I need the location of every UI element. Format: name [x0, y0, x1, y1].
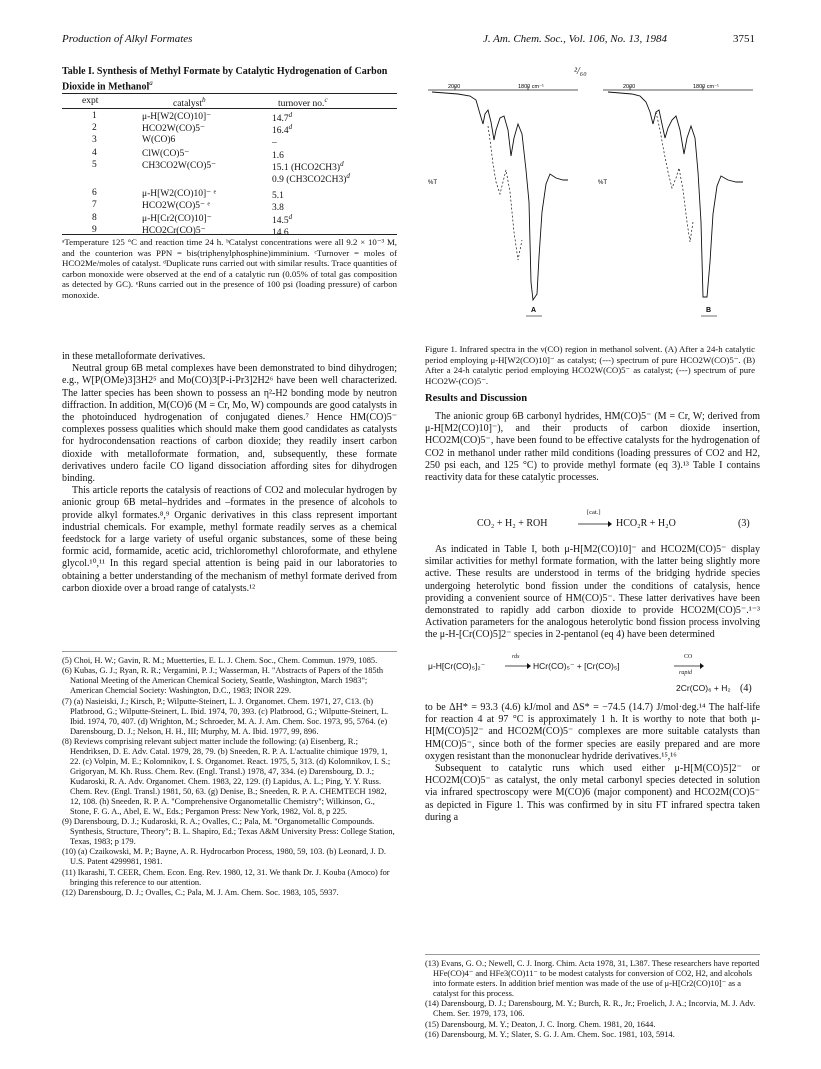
right-body-para2 — [425, 544, 760, 642]
refs-divider — [62, 651, 397, 652]
equation-3-number: (3) — [738, 518, 750, 529]
table-cell-expt: 1 — [92, 111, 97, 121]
body-paragraph: Neutral group 6B metal complexes have been demonstrated to bind dihydrogen; e.g., W[P(OMe)3]3H2⁵ and Mo(CO)3[P-i-Pr3]2H2⁶ have been well characterized. The latter species has been shown to possess an η²-H2 bonding mode by neutron diffraction. In addition, M(CO)6 (M = Cr, Mo, W) compounds are good catalysts in the photoinduced hydrogenation of conjugated dienes.⁷ Hence HM(CO)5⁻ complexes possess qualities which should make them good candidates as catalysts for hydrocondensation reactions of carbon dioxide; they readily insert carbon dioxide with metalloformate formation, and, subsequently, these formate derivatives undero facile CO ligand dissociation affording sites for dihydrogen binding. — [62, 363, 397, 485]
equation-4-intermediates: HCr(CO)₅⁻ + [Cr(CO)₅] — [533, 661, 620, 671]
table-cell-expt: 5 — [92, 159, 97, 170]
reference: (15) Darensbourg, M. Y.; Deaton, J. C. Inorg. Chem. 1981, 20, 1644. — [425, 1019, 656, 1029]
reference: (13) Evans, G. O.; Newell, C. J. Inorg. Chim. Acta 1978, 31, L387. These researchers have reported HFe(CO)4⁻ and HFe3(CO)11⁻ to be modest catalysts for conversion of CO2, H2, and alcohols into formate esters. In addition brief mention was made of the use of μ-H[Cr2(CO)10]⁻ as a catalyst for this process. — [425, 959, 760, 998]
equation-3-catalyst: [cat.] — [587, 509, 601, 516]
equation-4-rds: rds — [512, 654, 520, 660]
table-top-rule — [62, 93, 397, 94]
table-cell-turnover: 14.6 — [272, 227, 289, 238]
spectrum-b-dashed — [656, 112, 693, 242]
reference: (6) Kubas, G. J.; Ryan, R. R.; Vergamini, P. J.; Wasserman, H. "Abstracts of Papers of the 185th National Meeting of the American Chemical Society, Seattle, Washington, March 1983"; American Chemcial Society: Washington, D.C., 1983; INOR 229. — [62, 666, 384, 696]
table-cell-expt: 6 — [92, 188, 97, 199]
equation-4-arrow-1 — [505, 661, 531, 671]
panel-label-a: A — [531, 307, 537, 314]
left-references — [62, 656, 397, 898]
right-references — [425, 959, 760, 1040]
journal-citation: J. Am. Chem. Soc., Vol. 106, No. 13, 1984 — [483, 33, 668, 45]
table-cell-catalyst: HCO2Cr(CO)5⁻ — [142, 225, 206, 236]
right-body-para1 — [425, 411, 760, 484]
left-body-text — [62, 351, 397, 595]
equation-3-arrow — [578, 518, 612, 528]
table-header-catalyst: catalyst$^b$ — [173, 96, 206, 110]
equation-3-right: HCO₂R + H₂O — [616, 518, 676, 529]
spectrum-a-dashed — [488, 126, 522, 260]
reference: (9) Darensbourg, D. J.; Kudaroski, R. A.; Ovalles, C.; Pala, M. "Organometallic Compounds. Synthesis, Structure, Theory"; B. L. Shapiro, Ed.; Texas A&M University Press: College Station, Texas, 1983; p 179. — [62, 817, 395, 847]
table-cell-expt: 4 — [92, 147, 97, 158]
table-cell-catalyst: ClW(CO)5⁻ — [142, 148, 190, 159]
table-cell-expt: 7 — [92, 200, 97, 211]
table-header-rule — [62, 108, 397, 109]
table-cell-catalyst: CH3CO2W(CO)5⁻ — [142, 160, 217, 171]
table-cell-turnover: 16.4$^d$ — [272, 123, 293, 137]
table-cell-catalyst: HCO2W(CO)5⁻ ᵉ — [142, 201, 210, 212]
tick-label-a-2000: 2000 — [448, 84, 461, 90]
running-title: Production of Alkyl Formates — [62, 33, 193, 45]
ylabel-a: %T — [428, 180, 437, 186]
table-cell-catalyst: HCO2W(CO)5⁻ — [142, 124, 206, 135]
table-cell-turnover: 3.8 — [272, 203, 284, 214]
equation-3-left: CO₂ + H₂ + ROH — [477, 518, 548, 529]
tick-label-a-1800: 1800 cm⁻¹ — [518, 84, 544, 90]
body-paragraph: This article reports the catalysis of reactions of CO2 and molecular hydrogen by anionic group 6B metal–hydrides and –formates in the presence of alcohols to provide alkyl formates.⁸,⁹ Organic derivatives in this class represent important industrial chemicals. For example, methyl formate readily serves as a chemical feedstock for a large variety of useful organic substances, some of these being formic acid, formamide, acetic acid, trichloromethyl chloroformate, and ethylene glycol.¹⁰,¹¹ In this regard special attention is being paid in our laboratories to obtaining a better understanding of the mechanism of methyl formate derived from carbon dioxide over a broad range of catalysts.¹² — [62, 485, 397, 594]
reference: (16) Darensbourg, M. Y.; Slater, S. G. J. Am. Chem. Soc. 1981, 103, 5914. — [425, 1029, 675, 1039]
table-cell-turnover: 14.7$^d$ — [272, 111, 293, 125]
equation-4-number: (4) — [740, 683, 752, 694]
section-title: Results and Discussion — [425, 393, 528, 404]
table-header-expt: expt — [82, 96, 99, 106]
table-cell-expt: 8 — [92, 212, 97, 223]
equation-4-reactant: μ-H[Cr(CO)₅]₂⁻ — [428, 661, 486, 671]
tick-label-b-2000: 2000 — [623, 84, 636, 90]
reference: (14) Darensbourg, D. J.; Darensbourg, M. Y.; Burch, R. R., Jr.; Froelich, J. A.; Incorvia, M. J. Adv. Chem. Ser. 1979, 173, 106. — [425, 999, 756, 1019]
panel-label-b: B — [706, 307, 712, 314]
table-cell-turnover: – — [272, 138, 277, 149]
table-cell-turnover: 5.1 — [272, 191, 284, 202]
reference: (5) Choi, H. W.; Gavin, R. M.; Muetterties, E. L. J. Chem. Soc., Chem. Commun. 1979, 1085. — [62, 656, 378, 665]
spectrum-a-solid — [432, 92, 568, 300]
right-body-para3 — [425, 702, 760, 824]
body-paragraph: As indicated in Table I, both μ-H[M2(CO)10]⁻ and HCO2M(CO)5⁻ display similar activities for methyl formate formation, with the latter being slightly more active. These results are understood in terms of the bridging hydride species undergoing heterolytic bond fission under the conditions of catalysis, hence providing a convenient source of HM(CO)5⁻. These latter derivatives have been demonstrated to rapidly add carbon dioxide to provide HCO2M(CO)5⁻.¹⁻³ Activation parameters for the analogous heterolytic bond fission process involving the μ-H-[Cr(CO)5]2⁻ species in 2-pentanol (eq 4) have been determined — [425, 544, 760, 641]
table-cell-catalyst: μ-H[W2(CO)10]⁻ — [142, 112, 212, 122]
reference: (12) Darensbourg, D. J.; Ovalles, C.; Pala, M. J. Am. Chem. Soc. 1983, 105, 5937. — [62, 888, 339, 898]
tick-label-b-1800: 1800 cm⁻¹ — [693, 84, 719, 90]
table-cell-catalyst: μ-H[Cr2(CO)10]⁻ — [142, 213, 212, 224]
ir-spectra-figure — [418, 82, 760, 332]
body-paragraph: to be ΔH* = 93.3 (4.6) kJ/mol and ΔS* = −74.5 (14.7) J/mol·deg.¹⁴ The half-life for reaction 4 at 97 °C is approximately 1 h. It is worthy to note that both μ-H[M(CO)5]2⁻ and HCO2M(CO)5⁻ complexes are more suitable catalysts than HM(CO)5⁻, since both of the former species are easily prepared and are more oxygen resistant than the mononuclear hydride derivatives.¹⁵,¹⁶ — [425, 702, 760, 762]
table-bottom-rule — [62, 234, 397, 235]
reference: (10) (a) Czaikowski, M. P.; Bayne, A. R. Hydrocarbon Process, 1980, 59, 103. (b) Leonard, J. D. U.S. Patent 4299981, 1981. — [62, 847, 387, 867]
table-cell-turnover: 14.5$^d$ — [272, 212, 293, 226]
right-refs-divider — [425, 954, 760, 955]
table-cell-turnover: 0.9 $(CH3CO2CH3)^d$ — [272, 172, 350, 186]
table-cell-catalyst: W(CO)6 — [142, 135, 176, 146]
table-footnote: ᵃTemperature 125 °C and reaction time 24 h. ᵇCatalyst concentrations were all 9.2 × 10⁻³ M, and the counterion was PPN = bis(triphenylphosphine)imminium. ᶜTurnover = moles of HCO2Me/moles of catalyst. ᵈDuplicate runs carried out with similar results. Trace quantities of carbon monoxide were observed at the end of a catalytic run (0.05% of total gas composition as detected by GC). ᵉRuns carried out in the presence of 100 psi (loading pressure) of carbon monoxide. — [62, 237, 397, 300]
table-cell-expt: 3 — [92, 135, 97, 146]
equation-4-co: CO — [684, 654, 693, 660]
table-header-turnover: turnover no.$^c$ — [278, 96, 328, 110]
page-number: 3751 — [733, 33, 755, 45]
table-title: Table I. Synthesis of Methyl Formate by Catalytic Hydrogenation of Carbon Dioxide in Methanol$^a$ — [62, 66, 388, 92]
table-cell-expt: 2 — [92, 123, 97, 134]
body-paragraph: The anionic group 6B carbonyl hydrides, HM(CO)5⁻ (M = Cr, W; derived from μ-H[M2(CO)10]⁻), and their products of carbon dioxide insertion, HCO2M(CO)5⁻, have been found to be effective catalysts for the hydrogenation of CO2 in methanol under rather mild conditions (loading pressures of CO2 and H2, 250 psi each, and 125 °C) to provide methyl formate (eq 3).¹³ Table I contains reactivity data for these catalytic processes. — [425, 411, 760, 484]
reference: (7) (a) Nasieiski, J.; Kirsch, P.; Wilputte-Steinert, L. J. Organomet. Chem. 1971, 27, C13. (b) Platbrood, G.; Wilputte-Steinert, L. Ibid. 1974, 70, 393. (c) Platbrood, G.; Wilputte-Steinert, L. Ibid. 1974, 70, 407. (d) Wrighton, M.; Schroeder, M. A. J. Am. Chem. Soc. 1973, 95, 5764. (e) Darensbourg, D. J.; Nelson, H. H., III; Murphy, M. A. Ibid. 1977, 99, 896. — [62, 696, 389, 736]
figure-caption: Figure 1. Infrared spectra in the ν(CO) region in methanol solvent. (A) After a 24-h catalytic period employing μ-H[W2(CO)10]⁻ as catalyst; (---) spectrum of pure HCO2W(CO)5⁻. (B) After a 24-h catalytic period employing HCO2W(CO)5⁻ as catalyst; (---) spectrum of pure HCO2W-(CO)5⁻. — [425, 344, 755, 386]
reference: (11) Ikarashi, T. CEER, Chem. Econ. Eng. Rev. 1980, 12, 31. We thank Dr. J. Kouba (Amoco) for bringing this reference to our attention. — [62, 867, 390, 887]
spectrum-b-solid — [608, 92, 743, 297]
equation-4-product: 2Cr(CO)₆ + H₂ — [676, 683, 731, 693]
table-cell-catalyst: μ-H[W2(CO)10]⁻ ᵉ — [142, 189, 217, 200]
table-cell-turnover: 1.6 — [272, 150, 284, 161]
body-paragraph: in these metalloformate derivatives. — [62, 351, 206, 362]
reference: (8) Reviews comprising relevant subject matter include the following: (a) Eisenberg, R.; Hendriksen, D. E. Adv. Catal. 1979, 28, 79. (b) Sneeden, R. P. A. L'actualite chimique 1979, 1, 22. (c) Volpin, M. E.; Kolomnikov, I. S. Organomet. React. 1975, 5, 313. (d) Kolomnikov, I. S.; Grigoryan, M. Kh. Russ. Chem. Rev. (Engl. Transl.) 1978, 47, 334. (e) Darensbourg, D. J.; Kudaroski, R. A. Adv. Organomet. Chem. 1983, 22, 129. (f) Lapidus, A. L.; Ping, Y. Y. Russ. Chem. Rev. (Engl. Transl.) 1981, 50, 63. (g) Denise, B.; Sneeden, R. P. A. CHEMTECH 1982, 12, 108. (h) Sneeden, R. P. A. "Comprehensive Organometallic Chemistry"; Wilkinson, G., Stone, F. G. A., Abel, E. W., Eds.; Pergamon Press: New York, 1982, Vol. 8, p 225. — [62, 736, 391, 816]
body-paragraph: Subsequent to catalytic runs which used either μ-H[M(CO)5]2⁻ or HCO2M(CO)5⁻ as catalyst, the only metal carbonyl species detected in solution via infrared spectroscopy were M(CO)6 (major component) and HCO2M(CO)5⁻ as depicted in Figure 1. This was confirmed by in situ FT infrared spectra taken during a — [425, 763, 760, 823]
equation-4-rapid: rapid — [679, 670, 693, 676]
table-cell-turnover: 15.1 $(HCO2CH3)^d$ — [272, 159, 344, 173]
table-cell-expt: 9 — [92, 224, 97, 235]
ylabel-b: %T — [598, 180, 607, 186]
figure-annotation: ²/₆₀ — [574, 66, 587, 77]
